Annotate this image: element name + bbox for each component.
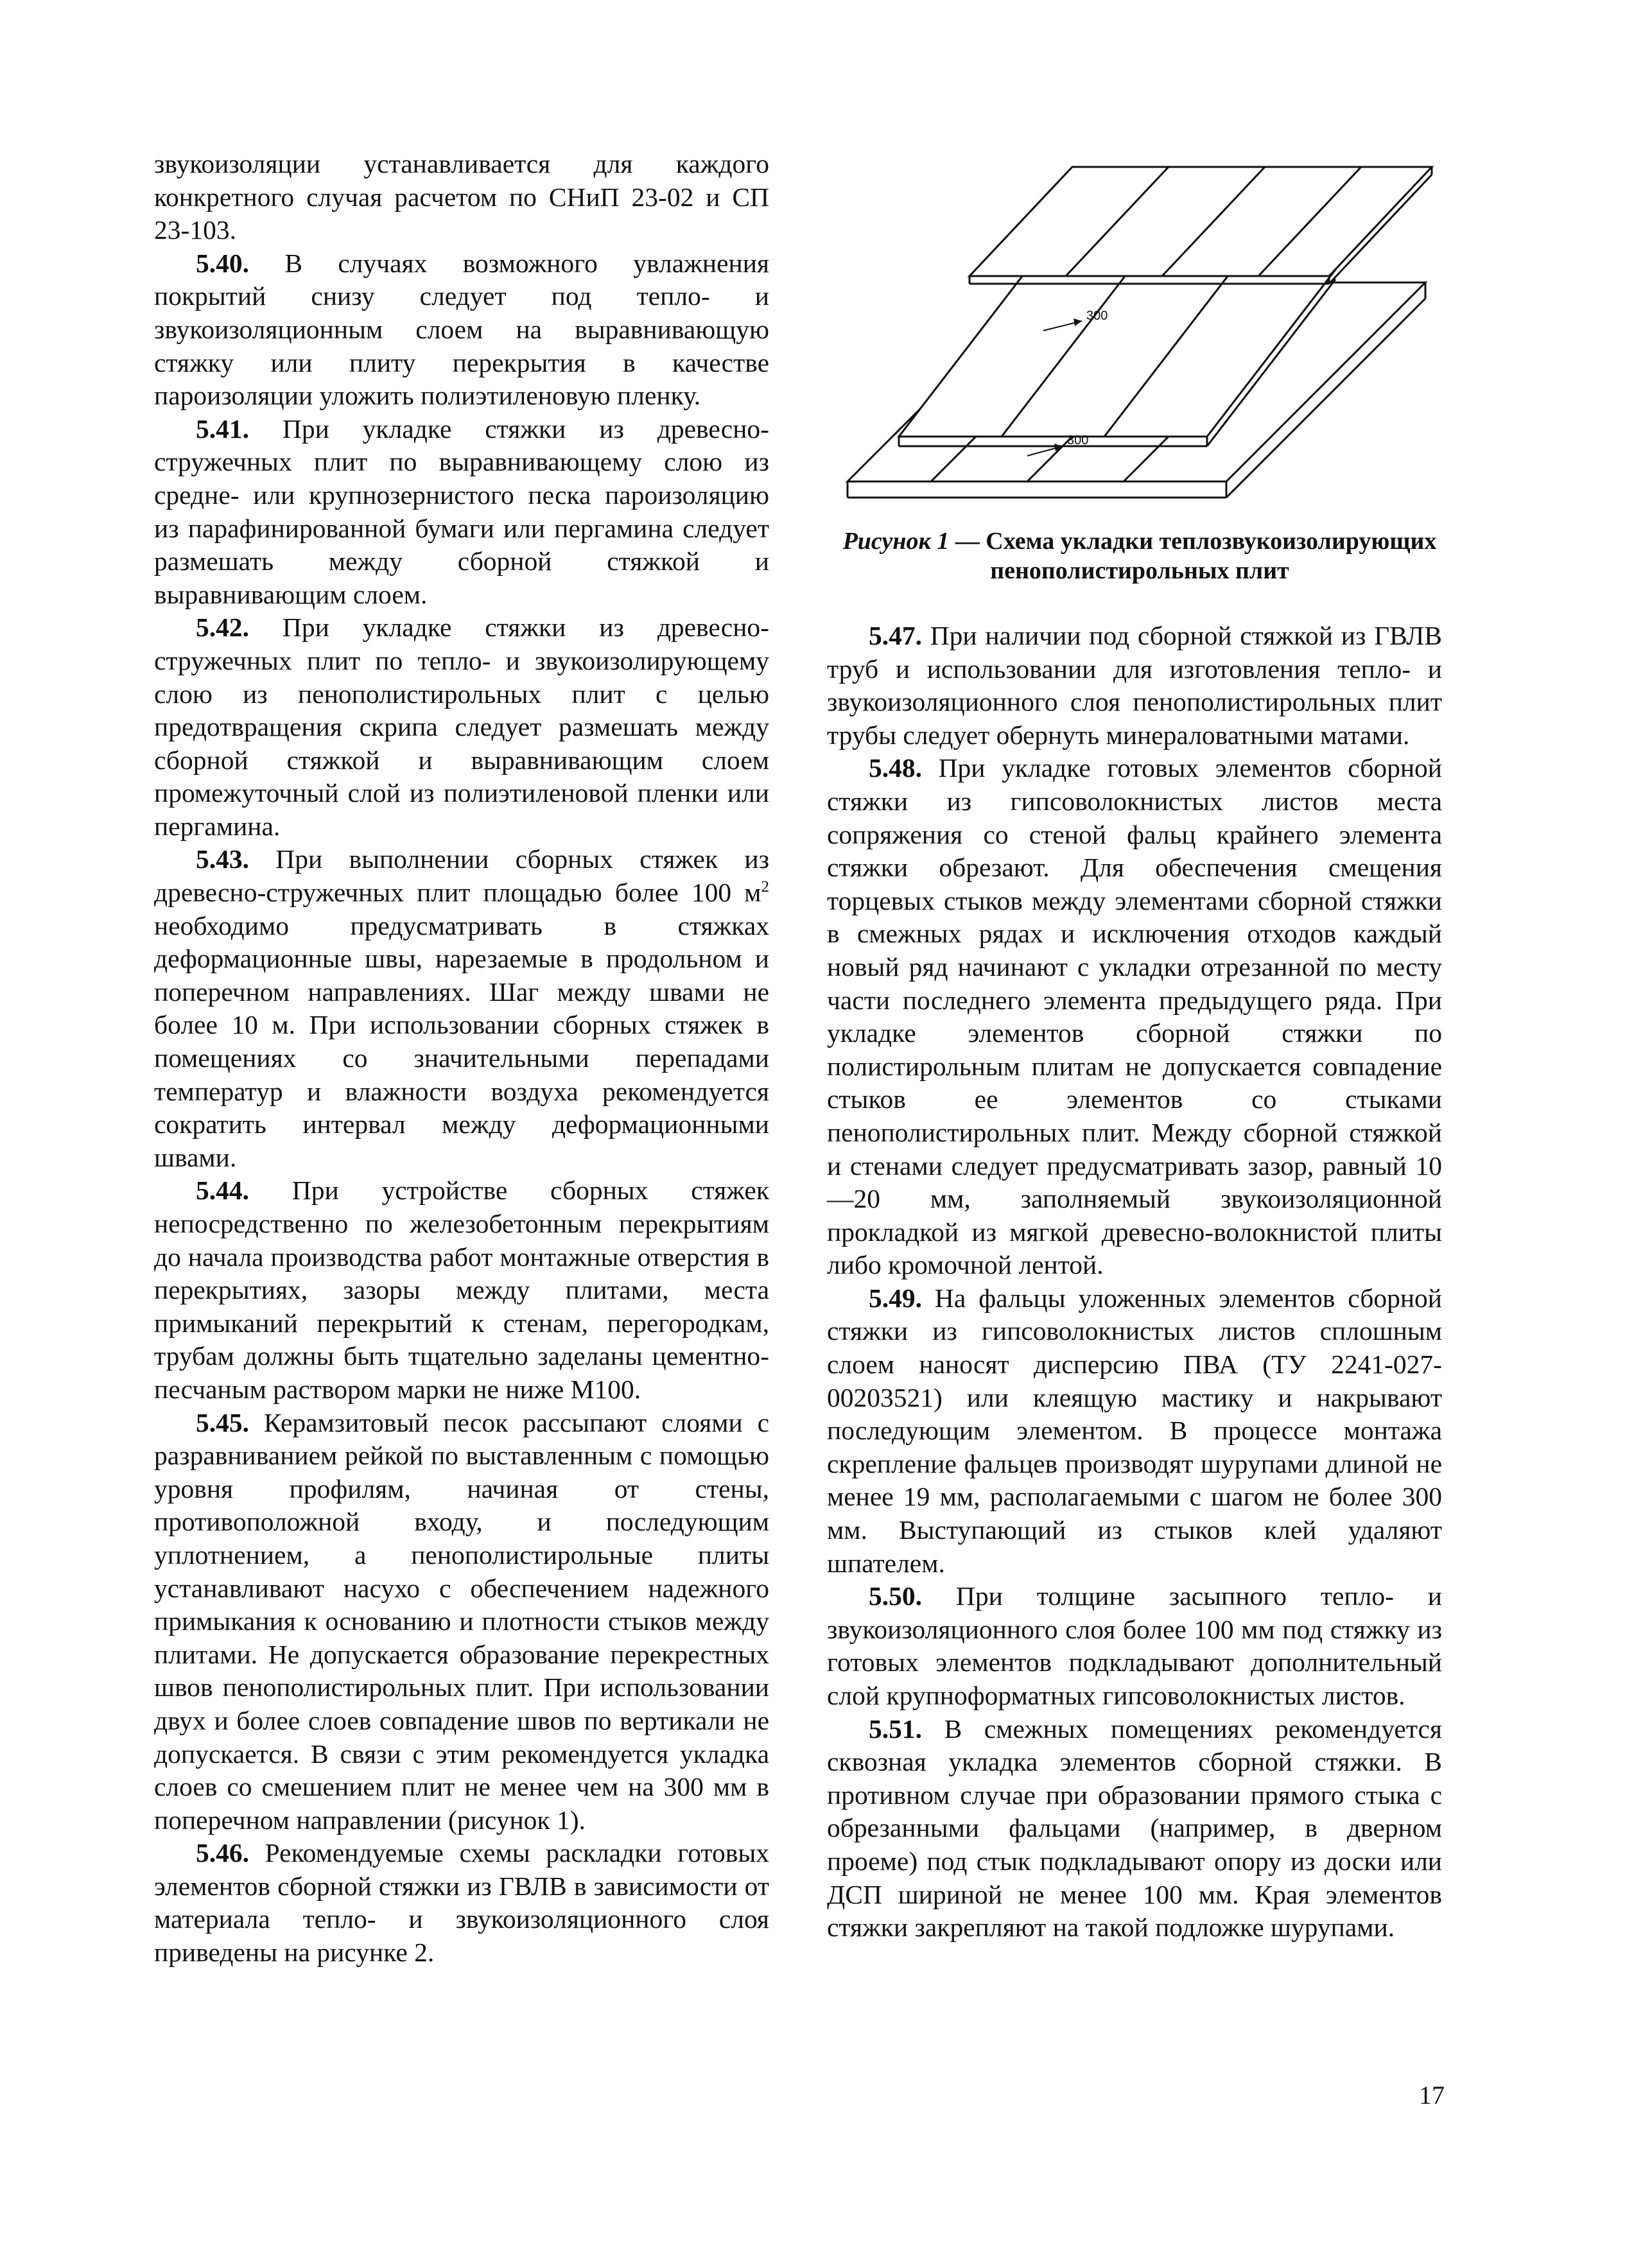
paragraph-number: 5.51. (869, 1713, 922, 1744)
paragraph-number: 5.46. (196, 1838, 249, 1868)
paragraph-5-40 (154, 247, 769, 413)
caption-label: Рисунок 1 (842, 528, 950, 555)
paragraph-number: 5.49. (869, 1283, 922, 1313)
paragraph-text: звукоизоляции устанавливается для каждого конкретного случая расчетом по СНиП 23-02 и СП 23-103. (154, 149, 769, 245)
paragraph-5-45 (154, 1407, 769, 1837)
paragraph-text: При выполнении сборных стяжек из древесно-стружечных плит площадью более 100 м (154, 844, 769, 908)
paragraph-5-46 (154, 1837, 769, 1969)
paragraph-text: На фальцы уложенных элементов сборной стяжки из гипсоволокнистых листов сплошным слоем наносят дисперсию ПВА (ТУ 2241-027-00203521) или клеящую мастику и накрывают последующим элементом. В процессе монтажа скрепление фальцев производят шурупами длиной не менее 19 мм, располагаемыми с шагом не более 300 мм. Выступающий из стыков клей удаляют шпателем. (827, 1283, 1442, 1578)
paragraph-text: При укладке стяжки из древесно-стружечных плит по выравнивающему слою из средне- или крупнозернистого песка пароизоляцию из парафинированной бумаги или пергамина следует размешать между сборной стяжкой и выравнивающим слоем. (154, 413, 769, 609)
paragraph-5-43 (154, 843, 769, 1174)
caption-text: — Схема укладки теплозвукоизолирующих пенополистирольных плит (949, 528, 1437, 584)
dimension-label: 300 (1086, 309, 1108, 323)
paragraph-5-48 (827, 752, 1442, 1282)
paragraph-number: 5.45. (196, 1407, 249, 1437)
plate-layout-diagram (835, 154, 1445, 514)
dimension-label: 300 (1067, 433, 1089, 447)
paragraph-5-51 (827, 1713, 1442, 1945)
right-column (827, 620, 1442, 1945)
paragraph-text: В случаях возможного увлажнения покрытий снизу следует под тепло- и звукоизоляционным слоем на выравнивающую стяжку или плиту перекрытия в качестве пароизоляции уложить полиэтиленовую пленку. (154, 248, 769, 411)
paragraph-number: 5.43. (196, 844, 249, 874)
paragraph-5-47 (827, 620, 1442, 752)
top-layer-slab (969, 167, 1432, 276)
figure-1-caption (835, 526, 1445, 585)
paragraph-5-50 (827, 1580, 1442, 1712)
figure-1-diagram (835, 154, 1445, 514)
paragraph-text: При наличии под сборной стяжкой из ГВЛВ труб и использовании для изготовления тепло- и звукоизоляционного слоя пенополистирольных плит трубы следует обернуть минераловатными матами. (827, 621, 1442, 750)
superscript: 2 (761, 878, 769, 896)
paragraph-continuation (154, 148, 769, 247)
paragraph-text: При устройстве сборных стяжек непосредственно по железобетонным перекрытиям до начала производства работ монтажные отверстия в перекрытиях, зазоры между плитами, места примыканий перекрытий к стенам, перегородкам, трубам должны быть тщательно заделаны цементно-песчаным раствором марки не ниже М100. (154, 1175, 769, 1404)
paragraph-number: 5.42. (196, 612, 249, 643)
paragraph-number: 5.48. (869, 753, 922, 783)
paragraph-number: 5.41. (196, 413, 249, 444)
paragraph-5-41 (154, 413, 769, 612)
paragraph-5-42 (154, 611, 769, 843)
page-number: 17 (1419, 2081, 1445, 2110)
paragraph-number: 5.40. (196, 248, 249, 278)
left-column (154, 148, 769, 1970)
paragraph-text: необходимо предусматривать в стяжках деформационные швы, нарезаемые в продольном и поперечном направлениях. Шаг между швами не более 10 м. При использовании сборных стяжек в помещениях со значительными перепадами температур и влажности воздуха рекомендуется сократить интервал между деформационными швами. (154, 910, 769, 1172)
paragraph-text: При толщине засыпного тепло- и звукоизоляционного слоя более 100 мм под стяжку из готовых элементов подкладывают дополнительный слой крупноформатных гипсоволокнистых листов. (827, 1581, 1442, 1710)
paragraph-number: 5.44. (196, 1175, 249, 1206)
paragraph-text: Керамзитовый песок рассыпают слоями с разравниванием рейкой по выставленным с помощью уровня профилям, начиная от стены, противоположной входу, и последующим уплотнением, а пенополистирольные плиты устанавливают насухо с обеспечением надежного примыкания к основанию и плотности стыков между плитами. Не допускается образование перекрестных швов пенополистирольных плит. При использовании двух и более слоев совпадение швов по вертикали не допускается. В связи с этим рекомендуется укладка слоев со смешением плит не менее чем на 300 мм в поперечном направлении (рисунок 1). (154, 1407, 769, 1835)
paragraph-5-44 (154, 1174, 769, 1406)
paragraph-text: При укладке стяжки из древесно-стружечных плит по тепло- и звукоизолирующему слою из пенополистирольных плит с целью предотвращения скрипа следует размешать между сборной стяжкой и выравнивающим слоем промежуточный слой из полиэтиленовой пленки или пергамина. (154, 612, 769, 841)
paragraph-text: В смежных помещениях рекомендуется сквозная укладка элементов сборной стяжки. В противном случае при образовании прямого стыка с обрезанными фальцами (например, в дверном проеме) под стык подкладывают опору из доски или ДСП шириной не менее 100 мм. Края элементов стяжки закрепляют на такой подложке шурупами. (827, 1713, 1442, 1943)
paragraph-number: 5.50. (869, 1581, 922, 1611)
paragraph-number: 5.47. (869, 621, 922, 650)
paragraph-text: При укладке готовых элементов сборной стяжки из гипсоволокнистых листов места сопряжения со стеной фальц крайнего элемента стяжки обрезают. Для обеспечения смещения торцевых стыков между элементами сборной стяжки в смежных рядах и исключения отходов каждый новый ряд начинают с укладки отрезанной по месту части последнего элемента предыдущего ряда. При укладке элементов сборной стяжки по полистирольным плитам не допускается совпадение стыков ее элементов со стыками пенополистирольных плит. Между сборной стяжкой и стенами следует предусматривать зазор, равный 10—20 мм, заполняемый звукоизоляционной прокладкой из мягкой древесно-волокнистой плиты либо кромочной лентой. (827, 753, 1442, 1280)
paragraph-5-49 (827, 1282, 1442, 1580)
paragraph-text: Рекомендуемые схемы раскладки готовых элементов сборной стяжки из ГВЛВ в зависимости от материала тепло- и звукоизоляционного слоя приведены на рисунке 2. (154, 1838, 769, 1968)
